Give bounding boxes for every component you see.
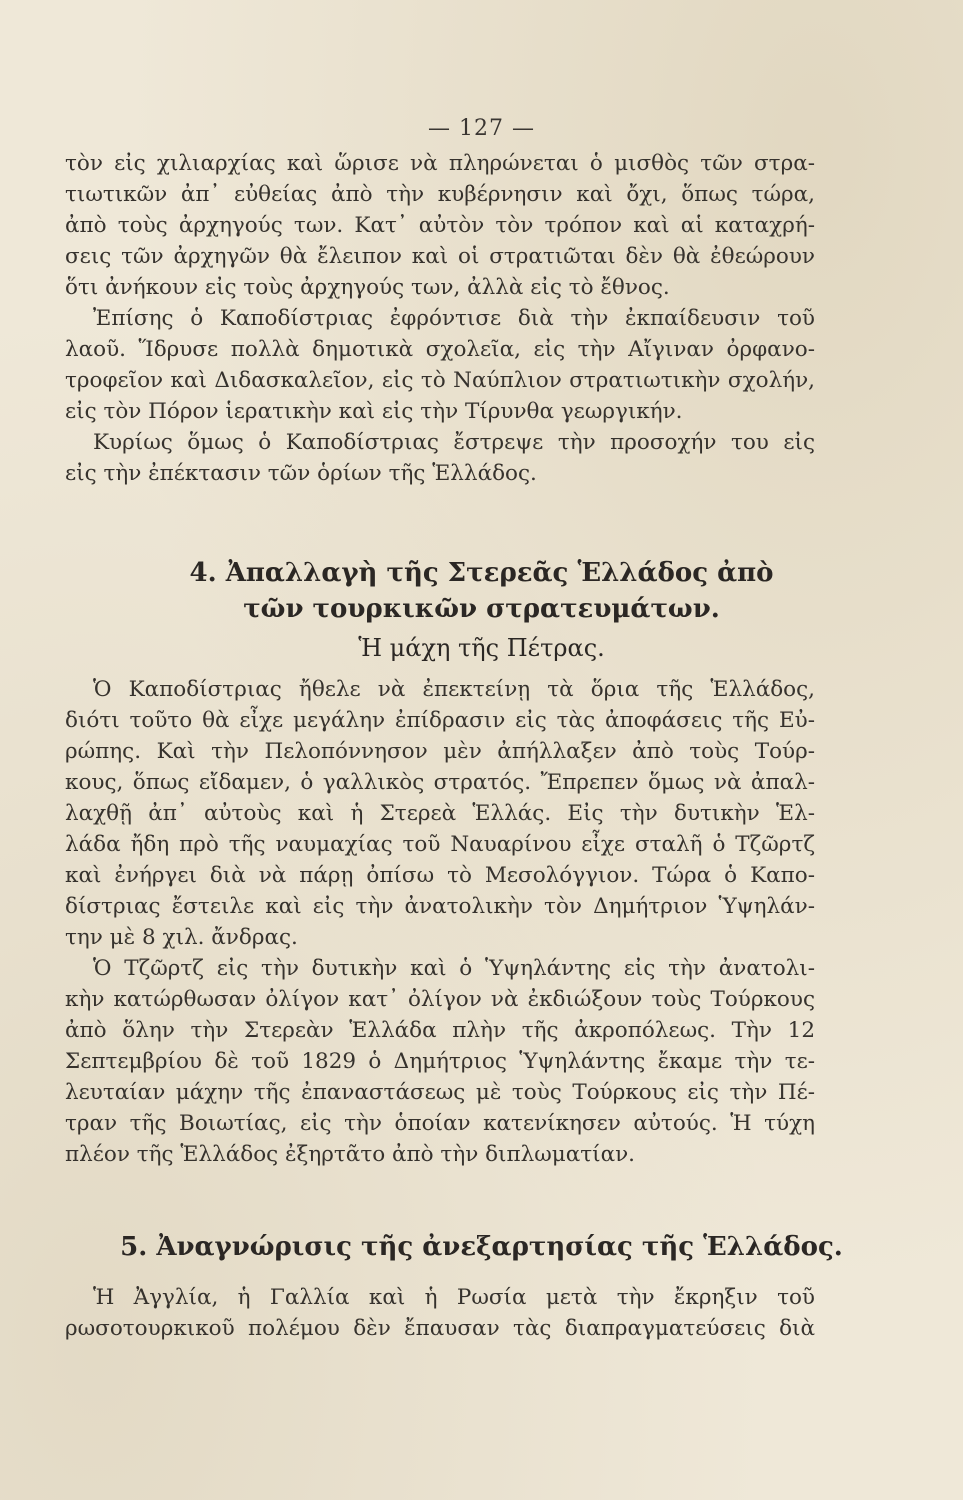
text-line: Ὁ Καποδίστριας ἤθελε νὰ ἐπεκτείνῃ τὰ ὅρια τῆς Ἑλλάδος, bbox=[93, 677, 815, 702]
text-line: κὴν κατώρθωσαν ὀλίγον κατ᾽ ὀλίγον νὰ ἐκδιώξουν τοὺς Τούρκους bbox=[65, 987, 815, 1012]
paragraph-3 bbox=[65, 1282, 815, 1344]
text-line: Σεπτεμβρίου δὲ τοῦ 1829 ὁ Δημήτριος Ὑψηλάντης ἔκαμε τὴν τε- bbox=[65, 1049, 815, 1074]
text-line: τὸν εἰς χιλιαρχίας καὶ ὥρισε νὰ πληρώνεται ὁ μισθὸς τῶν στρα- bbox=[65, 151, 815, 176]
text-line: την μὲ 8 χιλ. ἄνδρας. bbox=[65, 925, 298, 950]
text-line: δίστριας ἔστειλε καὶ εἰς τὴν ἀνατολικὴν τὸν Δημήτριον Ὑψηλάν- bbox=[65, 894, 815, 919]
text-line: τιωτικῶν ἀπ᾽ εὐθείας ἀπὸ τὴν κυβέρνησιν καὶ ὄχι, ὅπως τώρα, bbox=[65, 182, 815, 207]
text-line: ὅτι ἀνήκουν εἰς τοὺς ἀρχηγούς των, ἀλλὰ εἰς τὸ ἔθνος. bbox=[65, 275, 670, 300]
page-number: — 127 — bbox=[428, 116, 535, 141]
section-subheading: Ἡ μάχη τῆς Πέτρας. bbox=[358, 634, 605, 662]
text-line: τροφεῖον καὶ Διδασκαλεῖον, εἰς τὸ Ναύπλιον στρατιωτικὴν σχολήν, bbox=[65, 368, 815, 393]
text-line: ἀπὸ τοὺς ἀρχηγούς των. Κατ᾽ αὐτὸν τὸν τρόπον καὶ αἱ καταχρή- bbox=[65, 213, 815, 238]
text-line: καὶ ἐνήργει διὰ νὰ πάρῃ ὀπίσω τὸ Μεσολόγγιον. Τώρα ὁ Καπο- bbox=[65, 863, 815, 888]
text-line: ρωσοτουρκικοῦ πολέμου δὲν ἔπαυσαν τὰς διαπραγματεύσεις διὰ bbox=[65, 1316, 815, 1341]
text-line: Ὁ Τζῶρτζ εἰς τὴν δυτικὴν καὶ ὁ Ὑψηλάντης εἰς τὴν ἀνατολι- bbox=[93, 956, 815, 981]
text-line: Κυρίως ὅμως ὁ Καποδίστριας ἔστρεψε τὴν προσοχήν του εἰς bbox=[93, 430, 815, 455]
section-heading-4: 4. Ἀπαλλαγὴ τῆς Στερεᾶς Ἑλλάδος ἀπὸ bbox=[189, 558, 774, 588]
text-line: λαχθῇ ἀπ᾽ αὐτοὺς καὶ ἡ Στερεὰ Ἑλλάς. Εἰς τὴν δυτικὴν Ἑλ- bbox=[65, 801, 815, 826]
text-line: κους, ὅπως εἴδαμεν, ὁ γαλλικὸς στρατός. Ἔπρεπεν ὅμως νὰ ἀπαλ- bbox=[65, 770, 815, 795]
text-line: διότι τοῦτο θὰ εἶχε μεγάλην ἐπίδρασιν εἰς τὰς ἀποφάσεις τῆς Εὐ- bbox=[65, 708, 815, 733]
text-line: λευταίαν μάχην τῆς ἐπαναστάσεως μὲ τοὺς Τούρκους εἰς τὴν Πέ- bbox=[65, 1080, 815, 1105]
text-line: Ἡ Ἀγγλία, ἡ Γαλλία καὶ ἡ Ρωσία μετὰ τὴν ἔκρηξιν τοῦ bbox=[93, 1285, 815, 1310]
paragraph-2 bbox=[65, 674, 815, 1170]
text-line: τραν τῆς Βοιωτίας, εἰς τὴν ὁποίαν κατενίκησεν αὐτούς. Ἡ τύχη bbox=[65, 1111, 815, 1136]
paragraph-1 bbox=[65, 148, 815, 489]
section-heading-4-continued: τῶν τουρκικῶν στρατευμάτων. bbox=[243, 594, 720, 624]
text-line: λάδα ἤδη πρὸ τῆς ναυμαχίας τοῦ Ναυαρίνου εἶχε σταλῆ ὁ Τζῶρτζ bbox=[65, 832, 815, 857]
text-line: ἀπὸ ὅλην τὴν Στερεὰν Ἑλλάδα πλὴν τῆς ἀκροπόλεως. Τὴν 12 bbox=[65, 1018, 815, 1043]
text-line: Ἐπίσης ὁ Καποδίστριας ἐφρόντισε διὰ τὴν ἐκπαίδευσιν τοῦ bbox=[93, 306, 815, 331]
text-line: λαοῦ. Ἵδρυσε πολλὰ δημοτικὰ σχολεῖα, εἰς τὴν Αἴγιναν ὀρφανο- bbox=[65, 337, 815, 362]
text-line: σεις τῶν ἀρχηγῶν θὰ ἔλειπον καὶ οἱ στρατιῶται δὲν θὰ ἐθεώρουν bbox=[65, 244, 815, 269]
section-heading-5: 5. Ἀναγνώρισις τῆς ἀνεξαρτησίας τῆς Ἑλλάδος. bbox=[120, 1232, 843, 1262]
text-line: πλέον τῆς Ἑλλάδος ἐξηρτᾶτο ἀπὸ τὴν διπλωματίαν. bbox=[65, 1142, 636, 1167]
text-line: εἰς τὴν ἐπέκτασιν τῶν ὁρίων τῆς Ἑλλάδος. bbox=[65, 461, 537, 486]
text-line: ρώπης. Καὶ τὴν Πελοπόννησον μὲν ἀπήλλαξεν ἀπὸ τοὺς Τούρ- bbox=[65, 739, 815, 764]
text-line: εἰς τὸν Πόρον ἱερατικὴν καὶ εἰς τὴν Τίρυνθα γεωργικήν. bbox=[65, 399, 683, 424]
